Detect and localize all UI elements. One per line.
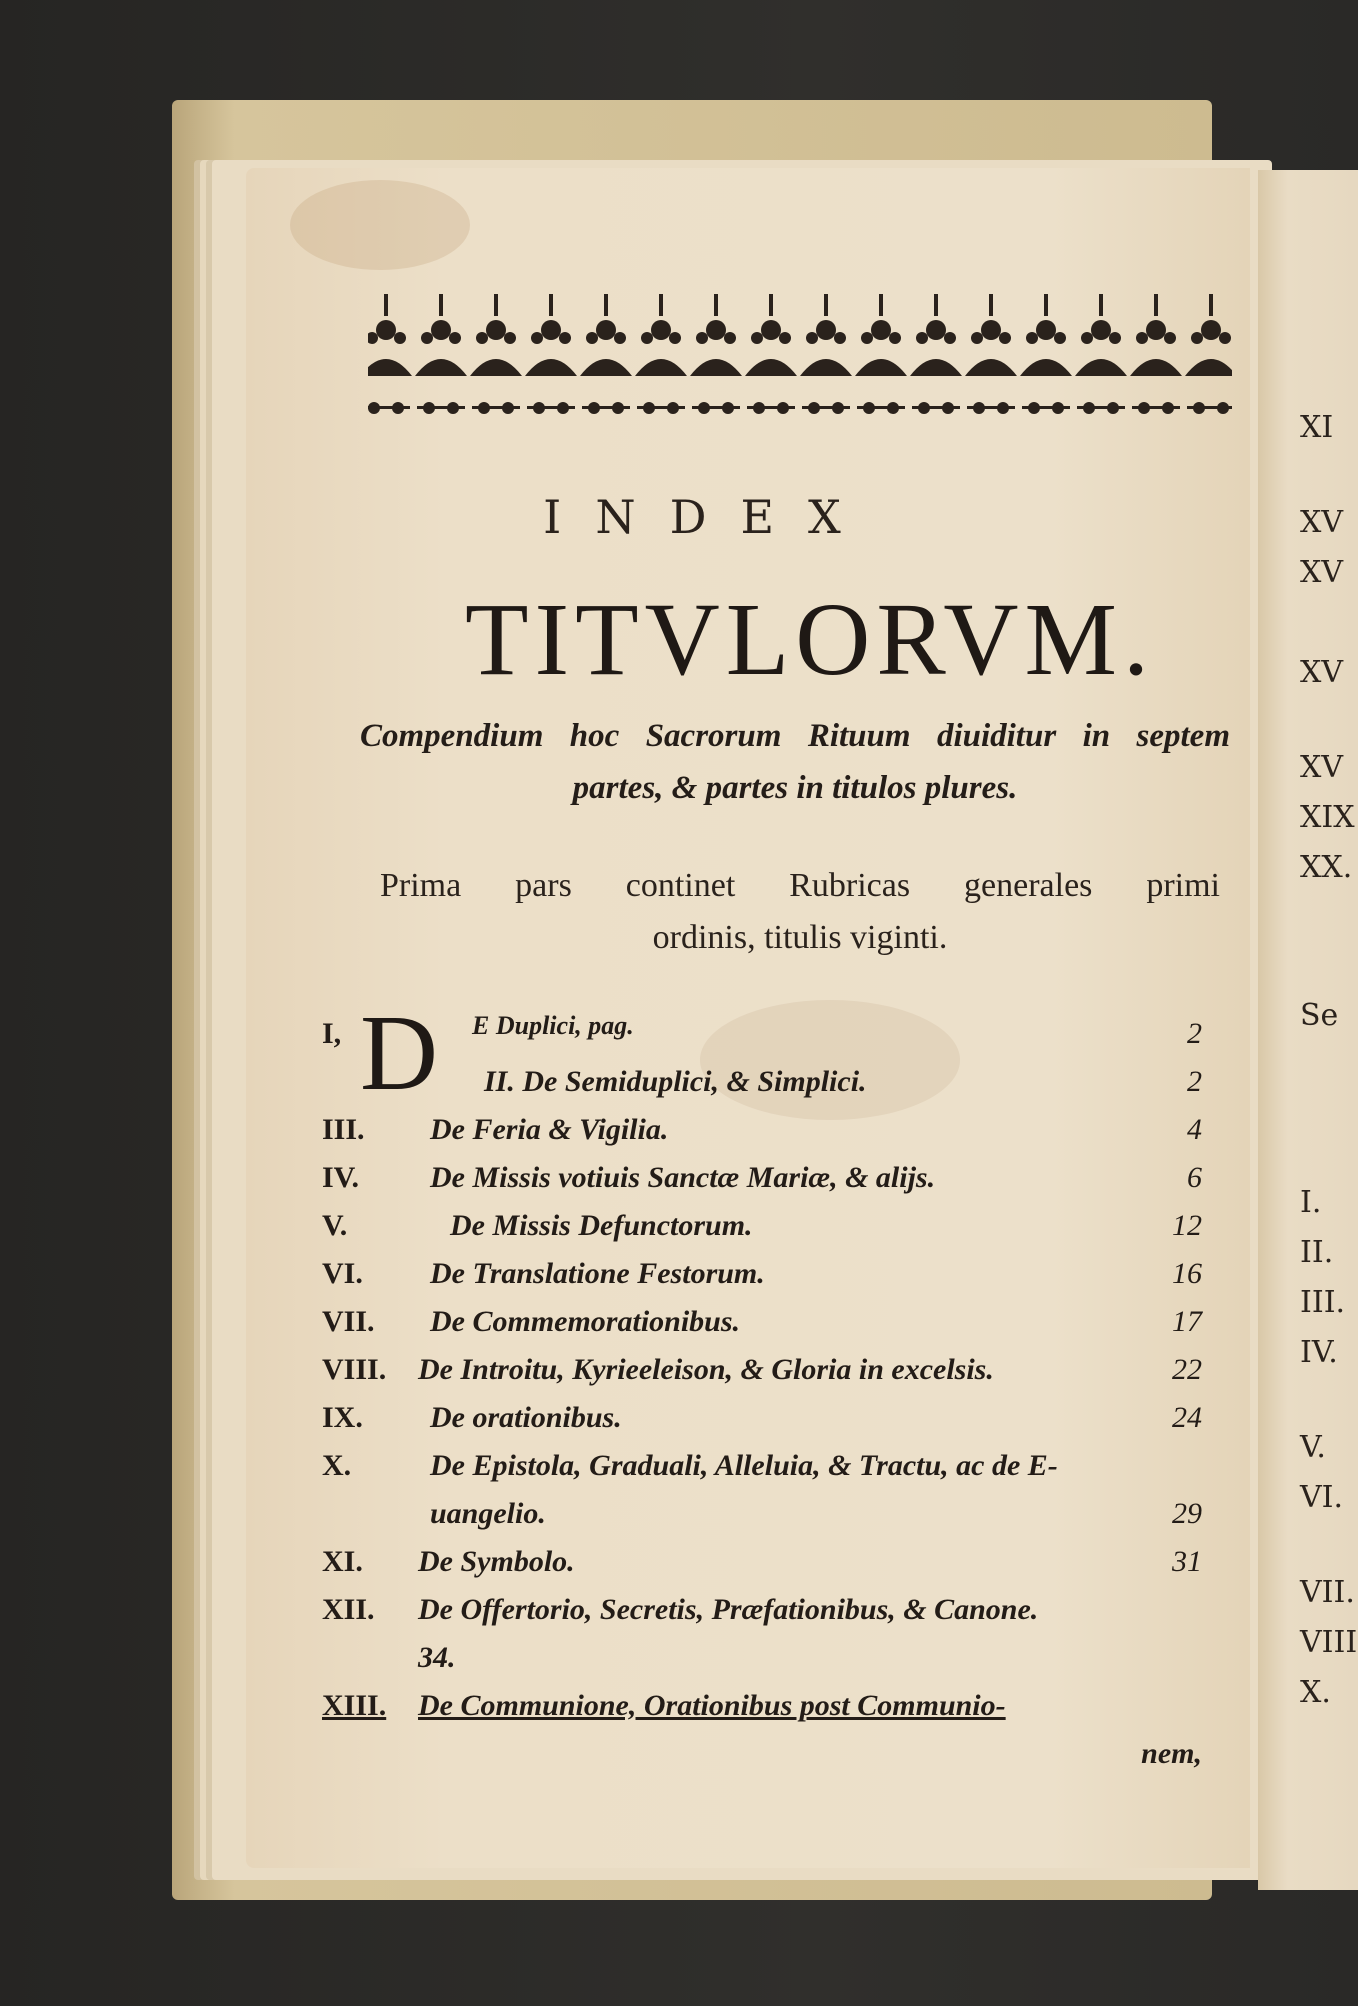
entry-page: 22 (1172, 1353, 1202, 1386)
page-title: TITVLORVM. (464, 582, 1156, 697)
index-entry (322, 1394, 1202, 1442)
index-entry (322, 1202, 1202, 1250)
ornament-motif (1075, 294, 1127, 414)
entry-title: De Feria & Vigilia. (430, 1113, 669, 1146)
index-entry (322, 1442, 1202, 1490)
entry-title: De Commemorationibus. (430, 1305, 741, 1338)
facing-line: III. (1300, 1285, 1346, 1320)
part-line: ordinis, titulis viginti. (652, 919, 948, 956)
entry-title: De Missis votiuis Sanctæ Mariæ, & alijs. (430, 1161, 936, 1194)
entry-number: V. (322, 1209, 348, 1242)
entry-title: De Epistola, Graduali, Alleluia, & Tractu, ac de E- (430, 1449, 1058, 1482)
index-entry (322, 1490, 1202, 1538)
ornament-headpiece (368, 290, 1232, 440)
index-entry (322, 1250, 1202, 1298)
ornament-motif (635, 294, 687, 414)
page-stain (290, 180, 470, 270)
facing-line: XI (1300, 410, 1334, 445)
index-entry (322, 1538, 1202, 1586)
ornament-motif (368, 294, 412, 414)
index-heading: INDEX (543, 490, 875, 544)
facing-line: VIII (1300, 1625, 1358, 1660)
entry-page: 31 (1172, 1545, 1202, 1578)
entry-number: III. (322, 1113, 365, 1146)
facing-line: XV (1300, 505, 1344, 540)
entry-title: 34. (418, 1641, 456, 1674)
index-entry (322, 1154, 1202, 1202)
facing-line: VII. (1300, 1575, 1355, 1610)
facing-line: XV (1300, 555, 1344, 590)
intro-line: partes, & partes in titulos plures. (572, 770, 1018, 806)
ornament-motif (1020, 294, 1072, 414)
index-entry (322, 1346, 1202, 1394)
part-description (380, 860, 1220, 964)
entry-title: De Offertorio, Secretis, Præfationibus, & Canone. (418, 1593, 1039, 1626)
intro-text (360, 710, 1230, 814)
entry-title: De Missis Defunctorum. (450, 1209, 753, 1242)
index-entries (322, 994, 1202, 1778)
entry-number: XI. (322, 1545, 363, 1578)
ornament-motif (745, 294, 797, 414)
entry-title: uangelio. (430, 1497, 546, 1530)
ornament-motif (1185, 294, 1232, 414)
entry-number: VII. (322, 1305, 375, 1338)
entry-number: XIII. (322, 1689, 387, 1722)
entry-title: E Duplici, pag. (472, 1011, 634, 1040)
facing-line: I. (1300, 1185, 1322, 1220)
facing-line: Se (1300, 998, 1339, 1033)
facing-line: XIX (1300, 800, 1355, 835)
entry-continuation: nem, (1141, 1737, 1202, 1770)
entry-title: De orationibus. (430, 1401, 622, 1434)
entry-number: I, (322, 1017, 342, 1050)
facing-line: V. (1300, 1430, 1326, 1465)
facing-line: X. (1300, 1675, 1331, 1710)
entry-title: De Introitu, Kyrieeleison, & Gloria in excelsis. (418, 1353, 994, 1386)
entry-text: De Semiduplici, & Simplici. (522, 1065, 867, 1098)
ornament-motif (800, 294, 852, 414)
part-line: Prima pars continet Rubricas generales primi (380, 867, 1220, 904)
entry-number: IX. (322, 1401, 363, 1434)
index-entry (322, 1298, 1202, 1346)
facing-line: XV (1300, 750, 1344, 785)
ornament-motif (855, 294, 907, 414)
entry-title: De Symbolo. (418, 1545, 575, 1578)
index-entry (322, 1058, 1202, 1106)
ornament-motif (415, 294, 467, 414)
index-entry (322, 1634, 1202, 1682)
ornament-motif (470, 294, 522, 414)
entry-title: De Communione, Orationibus post Communio- (418, 1689, 1006, 1722)
facing-line: XV (1300, 655, 1344, 690)
ornament-motif (965, 294, 1017, 414)
ornament-motif (690, 294, 742, 414)
entry-number: X. (322, 1449, 352, 1482)
entry-number: VI. (322, 1257, 363, 1290)
entry-page: 24 (1172, 1401, 1202, 1434)
entry-title: De Translatione Festorum. (430, 1257, 765, 1290)
ornament-motif (910, 294, 962, 414)
entry-page: 2 (1187, 1065, 1202, 1098)
intro-line: Compendium hoc Sacrorum Rituum diuiditur in septem (360, 718, 1230, 754)
ornament-motif (525, 294, 577, 414)
entry-number: XII. (322, 1593, 375, 1626)
facing-line: IV. (1300, 1335, 1338, 1370)
entry-page: 12 (1172, 1209, 1202, 1242)
index-entry (322, 1106, 1202, 1154)
facing-line: XX. (1300, 850, 1353, 885)
entry-page: 2 (1187, 1017, 1202, 1050)
entry-number: II. (484, 1065, 515, 1098)
entry-page: 4 (1187, 1113, 1202, 1146)
entry-number: IV. (322, 1161, 359, 1194)
facing-line: VI. (1300, 1480, 1344, 1515)
entry-page: 17 (1172, 1305, 1202, 1338)
facing-line: II. (1300, 1235, 1334, 1270)
entry-page: 29 (1172, 1497, 1202, 1530)
ornament-motif (580, 294, 632, 414)
index-entry (322, 1730, 1202, 1778)
entry-title (484, 1058, 867, 1106)
entry-number: VIII. (322, 1353, 387, 1386)
index-entry (322, 1682, 1202, 1730)
index-entry (322, 1586, 1202, 1634)
entry-page: 16 (1172, 1257, 1202, 1290)
entry-page: 6 (1187, 1161, 1202, 1194)
drop-cap: D (360, 994, 438, 1113)
ornament-motif (1130, 294, 1182, 414)
